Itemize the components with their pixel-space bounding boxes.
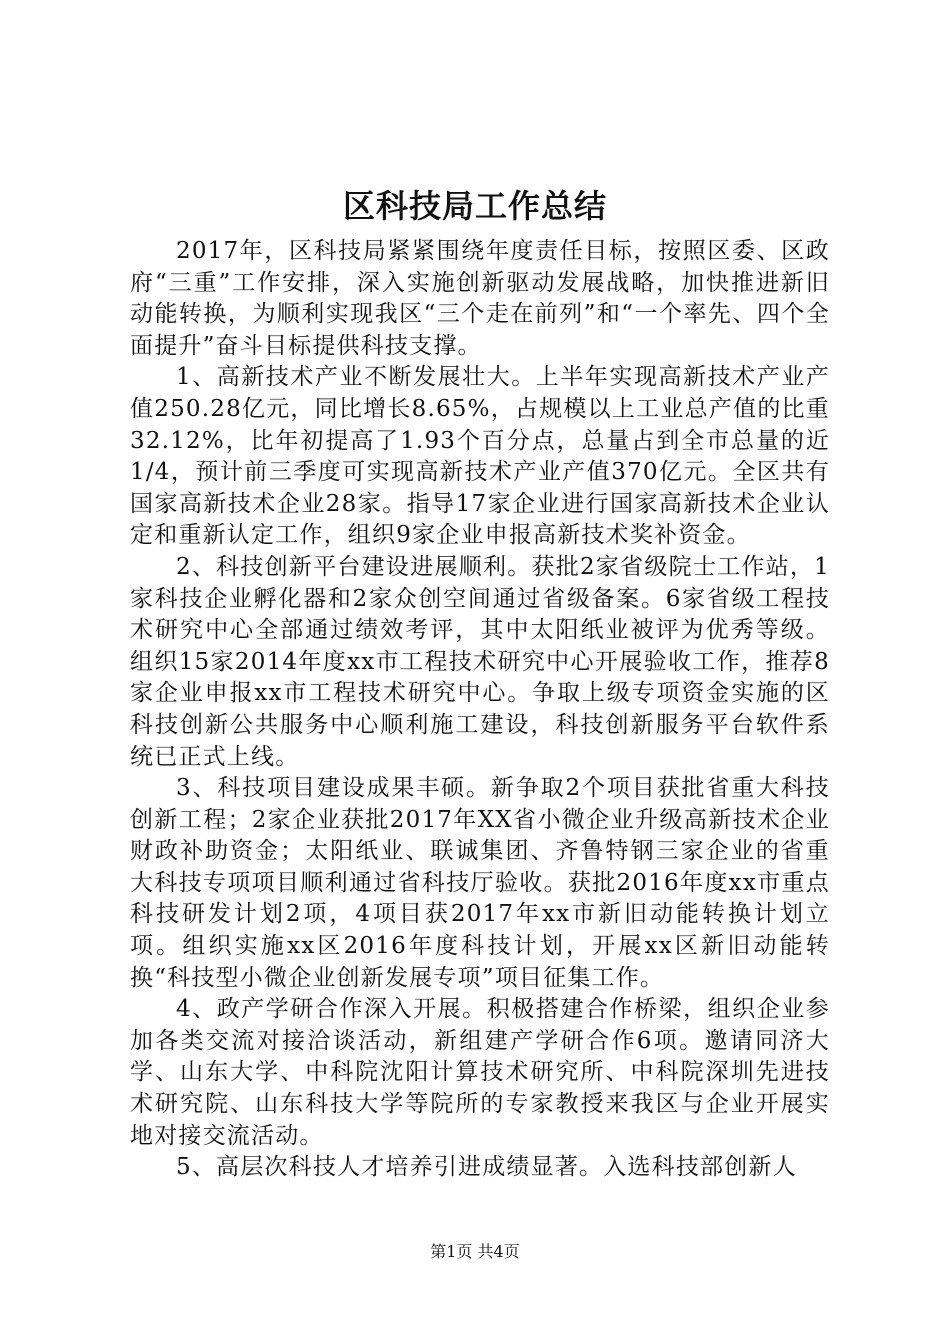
paragraph-cooperation: 4、政产学研合作深入开展。积极搭建合作桥梁，组织企业参加各类交流对接洽谈活动，新组建产学研合作6项。邀请同济大学、山东大学、中科院沈阳计算技术研究所、中科院深圳先进技术研究院、山东科技大学等院所的专家教授来我区与企业开展实地对接交流活动。 bbox=[130, 996, 830, 1149]
paragraph-talent: 5、高层次科技人才培养引进成绩显著。入选科技部创新人 bbox=[176, 1154, 797, 1181]
page-number-footer: 第1页 共4页 bbox=[430, 1242, 520, 1261]
paragraph-innovation-platform: 2、科技创新平台建设进展顺利。获批2家省级院士工作站，1家科技企业孵化器和2家众创空间通过省级备案。6家省级工程技术研究中心全部通过绩效考评，其中太阳纸业被评为优秀等级。组织15家2014年度xx市工程技术研究中心开展验收工作，推荐8家企业申报xx市工程技术研究中心。争取上级专项资金实施的区科技创新公共服务中心顺利施工建设，科技创新服务平台软件系统已正式上线。 bbox=[130, 553, 830, 770]
document-title: 区科技局工作总结 bbox=[342, 187, 607, 225]
paragraph-intro: 2017年，区科技局紧紧围绕年度责任目标，按照区委、区政府“三重”工作安排，深入实施创新驱动发展战略，加快推进新旧动能转换，为顺利实现我区“三个走在前列”和“一个率先、四个全面提升”奋斗目标提供科技支撑。 bbox=[130, 238, 830, 359]
document-body bbox=[130, 236, 830, 1184]
paragraph-tech-projects: 3、科技项目建设成果丰硕。新争取2个项目获批省重大科技创新工程；2家企业获批2017年XX省小微企业升级高新技术企业财政补助资金；太阳纸业、联诚集团、齐鲁特钢三家企业的省重大科技专项项目顺利通过省科技厅验收。获批2016年度xx市重点科技研发计划2项，4项目获2017年xx市新旧动能转换计划立项。组织实施xx区2016年度科技计划，开展xx区新旧动能转换“科技型小微企业创新发展专项”项目征集工作。 bbox=[130, 775, 830, 991]
paragraph-hightech-industry: 1、高新技术产业不断发展壮大。上半年实现高新技术产业产值250.28亿元，同比增长8.65%，占规模以上工业总产值的比重32.12%，比年初提高了1.93个百分点，总量占到全市总量的近1/4，预计前三季度可实现高新技术产业产值370亿元。全区共有国家高新技术企业28家。指导17家企业进行国家高新技术企业认定和重新认定工作，组织9家企业申报高新技术奖补资金。 bbox=[130, 364, 830, 549]
